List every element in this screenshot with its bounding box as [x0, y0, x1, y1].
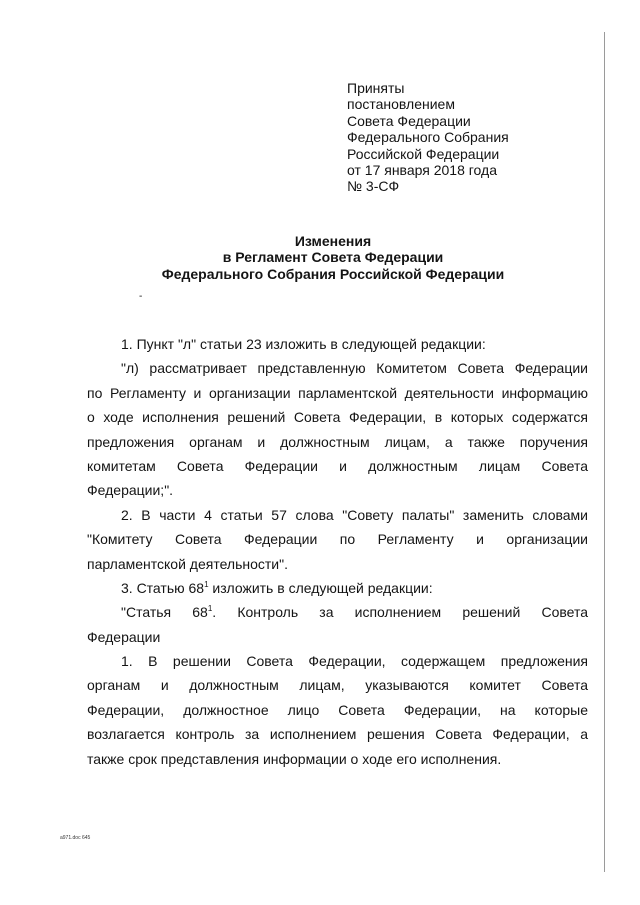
superscript: 1 [204, 579, 209, 589]
paragraph-line: "л) рассматривает представленную Комитетом Совета Федерации [121, 360, 588, 377]
paragraph-line [87, 576, 588, 600]
paragraph-line: также срок представления информации о ходе его исполнения. [87, 750, 502, 767]
paragraph-line: Федерации, должностное лицо Совета Федерации, на которые [87, 701, 588, 718]
paragraph-line: парламентской деятельности". [87, 555, 288, 572]
title-line: Федерального Собрания Российской Федерации [161, 265, 505, 282]
paragraph-line: о ходе исполнения решений Совета Федерации, в которых содержатся [87, 409, 588, 426]
text-fragment: . Контроль за исполнением решений Совета [212, 604, 588, 621]
adoption-stamp [347, 80, 509, 195]
stamp-line: Федерального Собрания [347, 129, 509, 146]
stamp-line: Российской Федерации [347, 145, 500, 162]
paragraph-line: 1. Пункт "л" статьи 23 изложить в следующей редакции: [121, 336, 486, 352]
paragraph-line: Федерации;". [87, 482, 174, 499]
stamp-line: Приняты [347, 80, 405, 96]
paragraph-line: "Комитету Совета Федерации по Регламенту и организации [87, 531, 588, 548]
paragraph-line: органам и должностным лицам, указываются комитет Совета [87, 677, 588, 694]
text-fragment: 3. Статью 68 [121, 579, 205, 596]
paragraph-line: 1. В решении Совета Федерации, содержащем предложения [121, 653, 588, 670]
paragraph-line [87, 600, 588, 624]
paragraph-line: по Регламенту и организации парламентской деятельности информацию [87, 384, 588, 401]
title-line: в Регламент Совета Федерации [222, 249, 444, 266]
document-title [60, 233, 606, 282]
file-footer: a971.doc 645 [60, 835, 91, 841]
title-line: Изменения [294, 233, 372, 249]
text-fragment: изложить в следующей редакции: [208, 579, 433, 596]
stamp-line: постановлением [347, 96, 455, 113]
paragraph-line: Федерации [87, 628, 161, 645]
text-fragment: "Статья 68 [121, 604, 208, 621]
stamp-line: от 17 января 2018 года [347, 162, 497, 179]
scan-mark: - [139, 291, 143, 302]
scan-edge-line [604, 32, 605, 872]
paragraph-line: 2. В части 4 статьи 57 слова "Совету палаты" заменить словами [121, 506, 588, 523]
paragraph-line: комитетам Совета Федерации и должностным лицам Совета [87, 457, 588, 474]
stamp-line: № 3-СФ [347, 178, 400, 195]
paragraph-line: возлагается контроль за исполнением решения Совета Федерации, а [87, 726, 588, 743]
document-body [87, 332, 588, 771]
stamp-line: Совета Федерации [347, 112, 471, 129]
superscript: 1 [207, 604, 213, 614]
paragraph-line: предложения органам и должностным лицам, а также поручения [87, 433, 588, 450]
